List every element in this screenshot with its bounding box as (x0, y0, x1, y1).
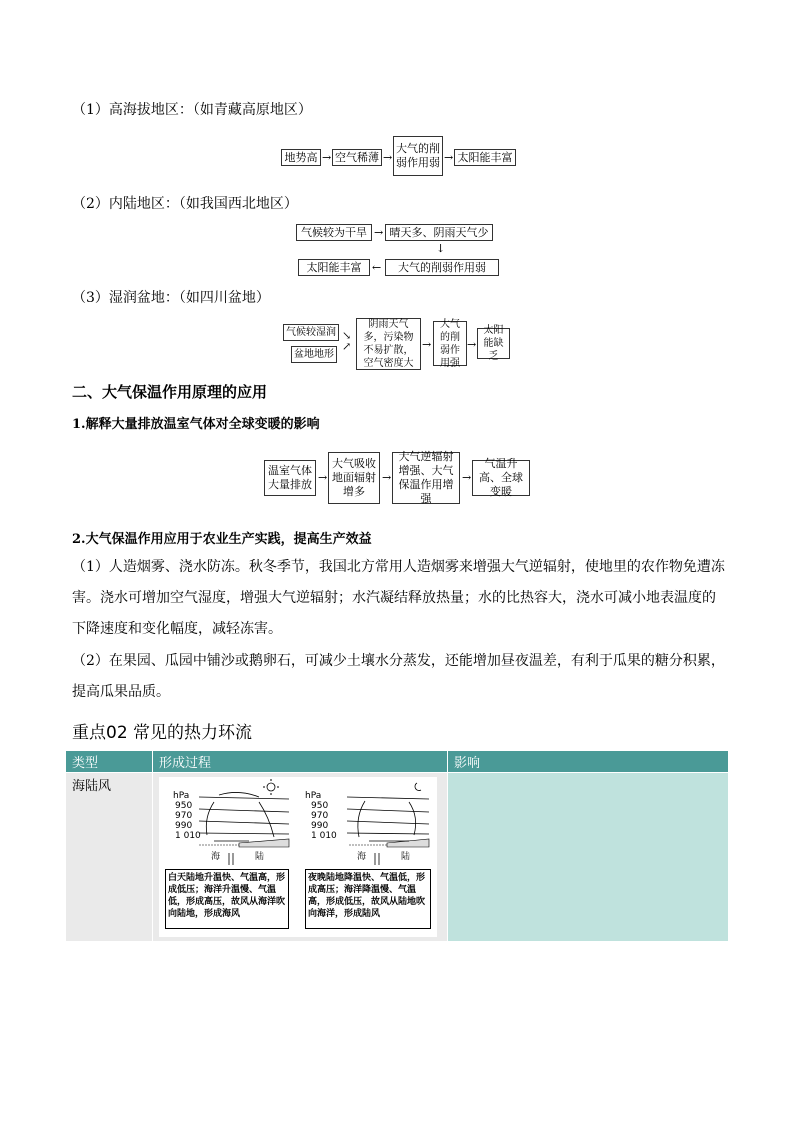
s1-box-2: 空气稀薄 (332, 149, 382, 166)
s3-box-4: 大气的削弱作用强 (433, 321, 467, 366)
row-process (153, 773, 448, 942)
s1-title: （1）高海拔地区：（如青藏高原地区） (72, 102, 312, 118)
arrow-icon: → (383, 151, 393, 164)
arrow-icon: → (374, 226, 384, 239)
arrow-icon: → (462, 471, 472, 484)
header-type: 类型 (66, 751, 153, 773)
s3-box-3: 阴雨天气多，污染物不易扩散，空气密度大 (356, 318, 421, 370)
sub1-box-1: 温室气体大量排放 (264, 460, 316, 496)
arrow-icon: ↗ (342, 340, 352, 353)
thermal-circulation-table (65, 750, 729, 942)
arrow-down-icon: ↓ (436, 242, 446, 255)
arrow-icon: → (318, 471, 328, 484)
s2-title: （2）内陆地区：（如我国西北地区） (72, 196, 298, 212)
day-isobar-labels (175, 801, 201, 841)
arrow-icon: → (322, 151, 332, 164)
s2-box-3: 大气的削弱作用弱 (385, 259, 499, 276)
arrow-icon: → (422, 338, 432, 351)
isobar-950: 950 (311, 801, 329, 811)
sub1-box-2: 大气吸收地面辐射增多 (328, 452, 380, 504)
s2-box-1: 气候较为干旱 (296, 224, 372, 241)
arrow-icon: → (467, 338, 477, 351)
s2-box-2: 晴天多、阴雨天气少 (385, 224, 493, 241)
day-unit: hPa (173, 791, 190, 801)
section2-title: 二、大气保温作用原理的应用 (72, 383, 268, 401)
sea-land-breeze-diagram (159, 777, 437, 937)
isobar-950: 950 (175, 801, 193, 811)
table-row (66, 773, 729, 942)
row-type: 海陆风 (66, 773, 153, 942)
focus-title: 重点02 常见的热力环流 (72, 723, 253, 743)
s3-box-2: 盆地地形 (291, 346, 337, 363)
isobar-990: 990 (175, 821, 193, 831)
sub1-box-3: 大气逆辐射增强、大气保温作用增强 (392, 452, 460, 504)
isobar-970: 970 (175, 811, 193, 821)
night-explanation: 夜晚陆地降温快、气温低，形成高压；海洋降温慢、气温高，形成低压，故风从陆地吹向海洋，形成陆风 (305, 869, 431, 929)
isobar-970: 970 (311, 811, 329, 821)
isobar-990: 990 (311, 821, 329, 831)
paragraph-1: （1）人造烟雾、浇水防冻。秋冬季节，我国北方常用人造烟雾来增强大气逆辐射，使地里的农作物免遭冻害。浇水可增加空气湿度，增强大气逆辐射；水汽凝结释放热量；水的比热容大，浇水可减小地表温度的下降速度和变化幅度，减轻冻害。 (72, 559, 725, 637)
day-sea-label: 海 (211, 852, 221, 862)
sub1-box-4: 气温升高、全球变暖 (472, 460, 530, 496)
arrow-left-icon: ← (372, 261, 382, 274)
arrow-icon: ↘ (342, 329, 352, 342)
night-land-label: 陆 (401, 852, 411, 862)
s1-box-3: 大气的削弱作用弱 (393, 136, 443, 176)
day-land-label: 陆 (255, 852, 265, 862)
header-process: 形成过程 (153, 751, 448, 773)
section2-sub2: 2.大气保温作用应用于农业生产实践，提高生产效益 (72, 532, 372, 547)
s1-box-1: 地势高 (281, 149, 321, 166)
s3-title: （3）湿润盆地：（如四川盆地） (72, 290, 270, 306)
table-header-row (66, 751, 729, 773)
section2-sub1: 1.解释大量排放温室气体对全球变暖的影响 (72, 417, 320, 432)
night-unit: hPa (305, 791, 322, 801)
arrow-icon: → (382, 471, 392, 484)
paragraph-2: （2）在果园、瓜园中铺沙或鹅卵石，可减少土壤水分蒸发，还能增加昼夜温差，有利于瓜果的糖分积累，提高瓜果品质。 (72, 653, 725, 700)
day-explanation: 白天陆地升温快、气温高，形成低压；海洋升温慢、气温低，形成高压，故风从海洋吹向陆地，形成海风 (165, 869, 289, 929)
header-impact: 影响 (448, 751, 729, 773)
s2-box-4: 太阳能丰富 (298, 259, 370, 276)
row-impact (448, 773, 729, 942)
s1-box-4: 太阳能丰富 (454, 149, 516, 166)
isobar-1010: 1 010 (311, 831, 337, 841)
s3-box-5: 太阳能缺乏 (477, 328, 510, 359)
night-sea-label: 海 (357, 852, 367, 862)
night-isobar-labels (311, 801, 337, 841)
s3-box-1: 气候较湿润 (283, 324, 339, 341)
arrow-icon: → (444, 151, 454, 164)
isobar-1010: 1 010 (175, 831, 201, 841)
